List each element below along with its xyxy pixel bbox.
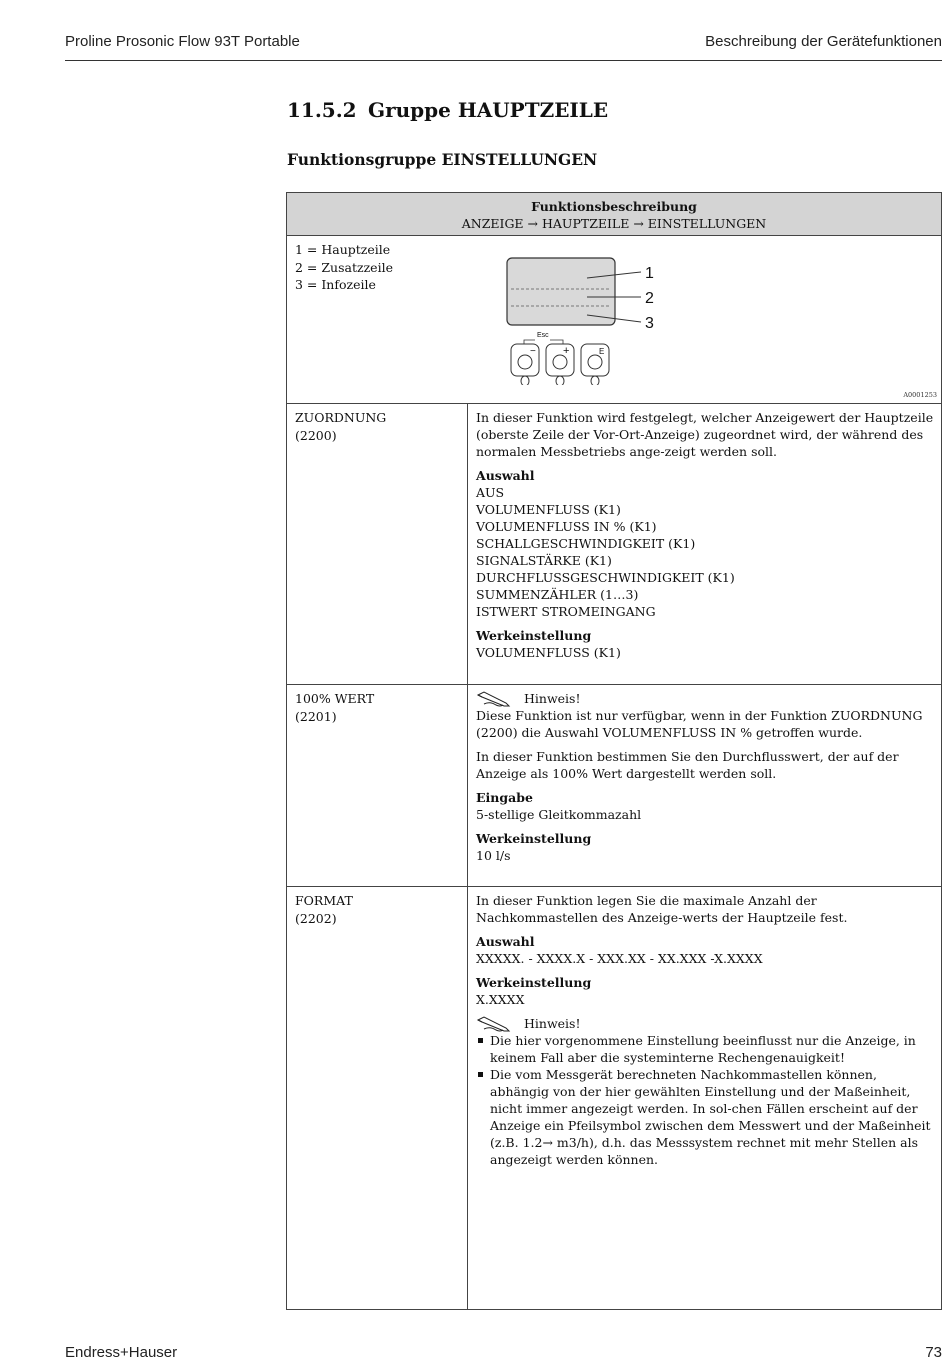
default-value: 10 l/s (476, 848, 511, 863)
note-bullet: Die hier vorgenommene Einstellung beeinflusst nur die Anzeige, in keinem Fall aber die systeminterne Rechengenauigkeit! (476, 1032, 936, 1066)
function-name-cell (295, 892, 465, 927)
default-value: X.XXXX (476, 992, 525, 1007)
enter-key (581, 344, 609, 385)
callout-label-3: 3 (645, 315, 654, 332)
section-number: 11.5.2 (287, 98, 357, 122)
figure-row (287, 236, 941, 404)
header-chapter-title: Beschreibung der Gerätefunktionen (705, 33, 942, 50)
note-label: Hinweis! (524, 1016, 581, 1031)
legend-item-info-line: 3 = Infozeile (295, 277, 376, 292)
default-label: Werkeinstellung (476, 975, 592, 990)
footer-brand: Endress+Hauser (65, 1344, 178, 1361)
minus-key-label: − (530, 346, 536, 357)
enter-key-label: E (599, 347, 605, 356)
column-divider (467, 887, 468, 1309)
function-name-cell (295, 409, 465, 444)
function-code: (2201) (295, 708, 337, 724)
function-name-cell (295, 690, 465, 725)
section-title: Gruppe HAUPTZEILE (368, 98, 609, 122)
selection-options: XXXXX. - XXXX.X - XXX.XX - XX.XXX -X.XXXX (476, 951, 763, 966)
minus-key (511, 344, 539, 385)
list-item: ISTWERT STROMEINGANG (476, 604, 656, 619)
selection-list (476, 484, 936, 620)
function-code: (2200) (295, 427, 337, 443)
function-description-cell (476, 892, 936, 1168)
table-row-format (287, 887, 941, 1309)
note-heading (476, 690, 936, 707)
default-value: VOLUMENFLUSS (K1) (476, 645, 621, 660)
list-item: VOLUMENFLUSS (K1) (476, 502, 621, 517)
display-screen (507, 258, 615, 325)
figure-legend (295, 241, 393, 294)
function-name: 100% WERT (295, 691, 375, 706)
list-item: SUMMENZÄHLER (1…3) (476, 587, 639, 602)
note-text: Diese Funktion ist nur verfügbar, wenn in der Funktion ZUORDNUNG (2200) die Auswahl VOLUMENFLUSS IN % getroffen wurde. (476, 708, 923, 740)
table-header (287, 193, 941, 236)
function-code: (2202) (295, 910, 337, 926)
default-label: Werkeinstellung (476, 628, 592, 643)
column-divider (467, 685, 468, 886)
pencil-note-icon (476, 691, 512, 707)
note-heading (476, 1015, 936, 1032)
input-label: Eingabe (476, 790, 533, 805)
list-item: VOLUMENFLUSS IN % (K1) (476, 519, 657, 534)
function-description: In dieser Funktion bestimmen Sie den Durchflusswert, der auf der Anzeige als 100% Wert dargestellt werden soll. (476, 749, 899, 781)
figure-code: A0001253 (903, 391, 937, 399)
header-document-title: Proline Prosonic Flow 93T Portable (65, 33, 300, 50)
function-name: FORMAT (295, 893, 353, 908)
callout-label-2: 2 (645, 290, 654, 307)
column-divider (467, 404, 468, 684)
note-label: Hinweis! (524, 691, 581, 706)
list-item: SCHALLGESCHWINDIGKEIT (K1) (476, 536, 696, 551)
selection-label: Auswahl (476, 468, 535, 483)
list-item: SIGNALSTÄRKE (K1) (476, 553, 612, 568)
input-value: 5-stellige Gleitkommazahl (476, 807, 642, 822)
esc-label: Esc (537, 332, 549, 339)
list-item: DURCHFLUSSGESCHWINDIGKEIT (K1) (476, 570, 735, 585)
note-bullet: Die vom Messgerät berechneten Nachkommastellen können, abhängig von der hier gewählten Einstellung und der Maßeinheit, nicht immer angezeigt werden. In sol-chen Fällen erscheint auf der Anzeige ein Pfeilsymbol zwischen dem Messwert und der Maßeinheit (z.B. 1.2→ m3/h), d.h. das Messsystem rechnet mit mehr Stellen als angezeigt werden können. (476, 1066, 936, 1168)
table-header-title: Funktionsbeschreibung (531, 199, 697, 214)
default-label: Werkeinstellung (476, 831, 592, 846)
function-table (286, 192, 942, 1310)
pencil-note-icon (476, 1016, 512, 1032)
table-row-zuordnung (287, 404, 941, 685)
esc-bracket (524, 340, 563, 344)
plus-key (546, 344, 574, 385)
page-number: 73 (925, 1344, 942, 1361)
table-header-path: ANZEIGE → HAUPTZEILE → EINSTELLUNGEN (461, 216, 767, 231)
plus-key-label: + (563, 345, 570, 357)
section-heading (287, 98, 608, 122)
function-name: ZUORDNUNG (295, 410, 387, 425)
function-description: In dieser Funktion legen Sie die maximale Anzahl der Nachkommastellen des Anzeige-werts der Hauptzeile fest. (476, 893, 848, 925)
selection-label: Auswahl (476, 934, 535, 949)
function-description-cell (476, 690, 936, 864)
list-item: AUS (476, 485, 505, 500)
function-description-cell (476, 409, 936, 661)
legend-item-additional-line: 2 = Zusatzzeile (295, 259, 393, 275)
callout-label-1: 1 (645, 265, 654, 282)
header-divider (65, 60, 942, 61)
subsection-heading: Funktionsgruppe EINSTELLUNGEN (287, 150, 598, 169)
legend-item-main-line: 1 = Hauptzeile (295, 242, 391, 257)
display-diagram (487, 250, 747, 385)
function-description: In dieser Funktion wird festgelegt, welcher Anzeigewert der Hauptzeile (oberste Zeile der Vor-Ort-Anzeige) zugeordnet wird, der während des normalen Messbetriebs ange-zeigt werden soll. (476, 410, 934, 459)
table-row-100-wert (287, 685, 941, 887)
